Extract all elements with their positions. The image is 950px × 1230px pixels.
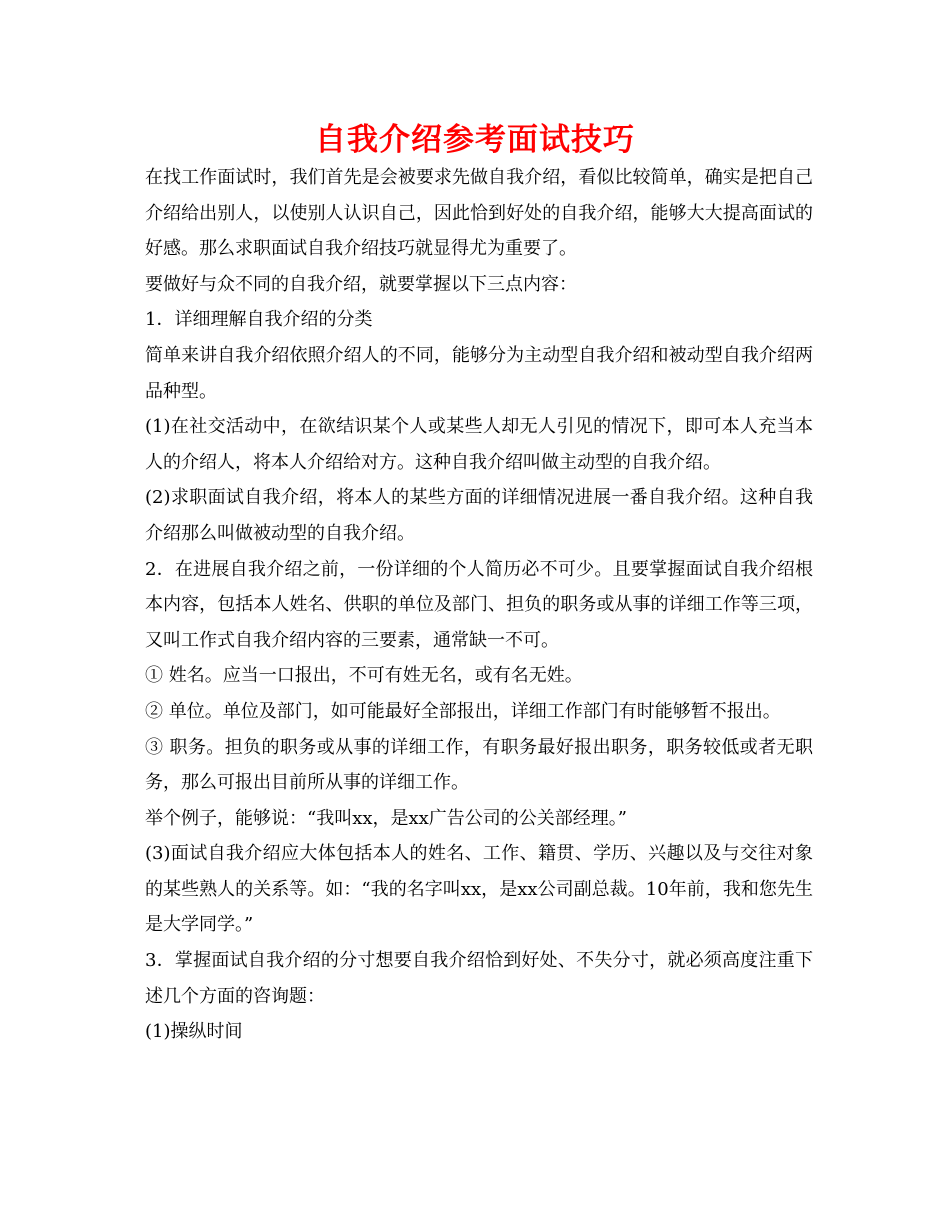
paragraph: ② 单位。单位及部门，如可能最好全部报出，详细工作部门有时能够暂不报出。 [145, 700, 781, 722]
paragraph: (2)求职面试自我介绍，将本人的某些方面的详细情况进展一番自我介绍。这种自我介绍那么叫做被动型的自我介绍。 [145, 487, 813, 544]
paragraph: 举个例子，能够说：“我叫xx，是xx广告公司的公关部经理。” [145, 807, 628, 829]
document-body [145, 160, 813, 1050]
paragraph: ③ 职务。担负的职务或从事的详细工作，有职务最好报出职务，职务较低或者无职务，那么可报出目前所从事的详细工作。 [145, 736, 813, 794]
paragraph: 2．在进展自我介绍之前，一份详细的个人简历必不可少。且要掌握面试自我介绍根本内容，包括本人姓名、供职的单位及部门、担负的职务或从事的详细工作等三项，又叫工作式自我介绍内容的三要素，通常缺一不可。 [145, 558, 813, 651]
paragraph: 简单来讲自我介绍依照介绍人的不同，能够分为主动型自我介绍和被动型自我介绍两品种型。 [145, 344, 813, 402]
paragraph: 在找工作面试时，我们首先是会被要求先做自我介绍，看似比较简单，确实是把自己介绍给出别人，以使别人认识自己，因此恰到好处的自我介绍，能够大大提高面试的好感。那么求职面试自我介绍技巧就显得尤为重要了。 [145, 167, 813, 260]
paragraph: (1)在社交活动中，在欲结识某个人或某些人却无人引见的情况下，即可本人充当本人的介绍人，将本人介绍给对方。这种自我介绍叫做主动型的自我介绍。 [145, 416, 813, 473]
paragraph: 3．掌握面试自我介绍的分寸想要自我介绍恰到好处、不失分寸，就必须高度注重下述几个方面的咨询题： [145, 950, 813, 1007]
paragraph: (3)面试自我介绍应大体包括本人的姓名、工作、籍贯、学历、兴趣以及与交往对象的某些熟人的关系等。如：“我的名字叫xx，是xx公司副总裁。10年前，我和您先生是大学同学。” [145, 843, 813, 936]
paragraph: ① 姓名。应当一口报出，不可有姓无名，或有名无姓。 [145, 665, 583, 687]
paragraph: 1．详细理解自我介绍的分类 [145, 309, 373, 331]
document-title: 自我介绍参考面试技巧 [315, 122, 635, 158]
paragraph: (1)操纵时间 [145, 1021, 243, 1043]
paragraph: 要做好与众不同的自我介绍，就要掌握以下三点内容： [145, 273, 577, 295]
